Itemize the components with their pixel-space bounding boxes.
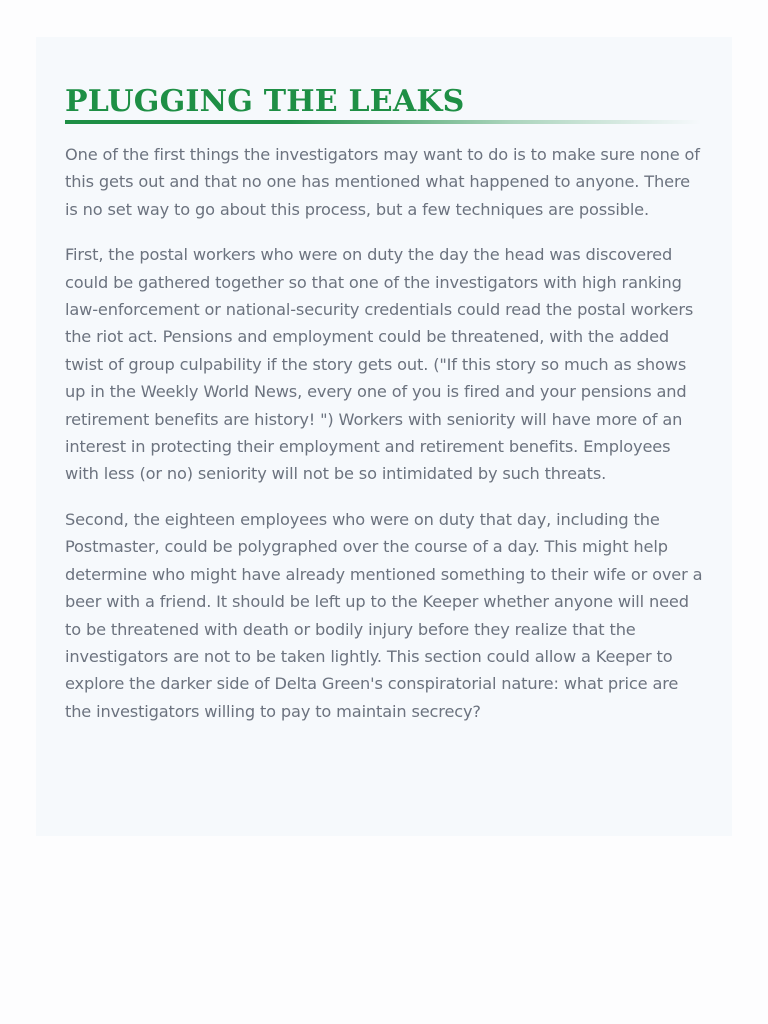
paragraph-2: First, the postal workers who were on duty the day the head was discovered could be gathered together so that one of the investigators with high ranking law-enforcement or national-security credentials could read the postal workers the riot act. Pensions and employment could be threatened, with the added twist of group culpability if the story gets out. ("If this story so much as shows up in the Weekly World News, every one of you is fired and your pensions and retirement benefits are history! ") Workers with seniority will have more of an interest in protecting their employment and retirement benefits. Employees with less (or no) seniority will not be so intimidated by such threats. xyxy=(65,245,694,484)
paragraph-3: Second, the eighteen employees who were on duty that day, including the Postmaster, could be polygraphed over the course of a day. This might help determine who might have already mentioned something to their wife or over a beer with a friend. It should be left up to the Keeper whether anyone will need to be threatened with death or bodily injury before they realize that the investigators are not to be taken lightly. This section could allow a Keeper to explore the darker side of Delta Green's conspiratorial nature: what price are the investigators willing to pay to maintain secrecy? xyxy=(65,509,703,721)
page-title: PLUGGING THE LEAKS xyxy=(65,84,465,119)
title-underline xyxy=(65,120,701,124)
paragraph-1: One of the first things the investigators may want to do is to make sure none of this gets out and that no one has mentioned what happened to anyone. There is no set way to go about this process, but a few techniques are possible. xyxy=(65,145,700,219)
document-card xyxy=(36,37,732,836)
